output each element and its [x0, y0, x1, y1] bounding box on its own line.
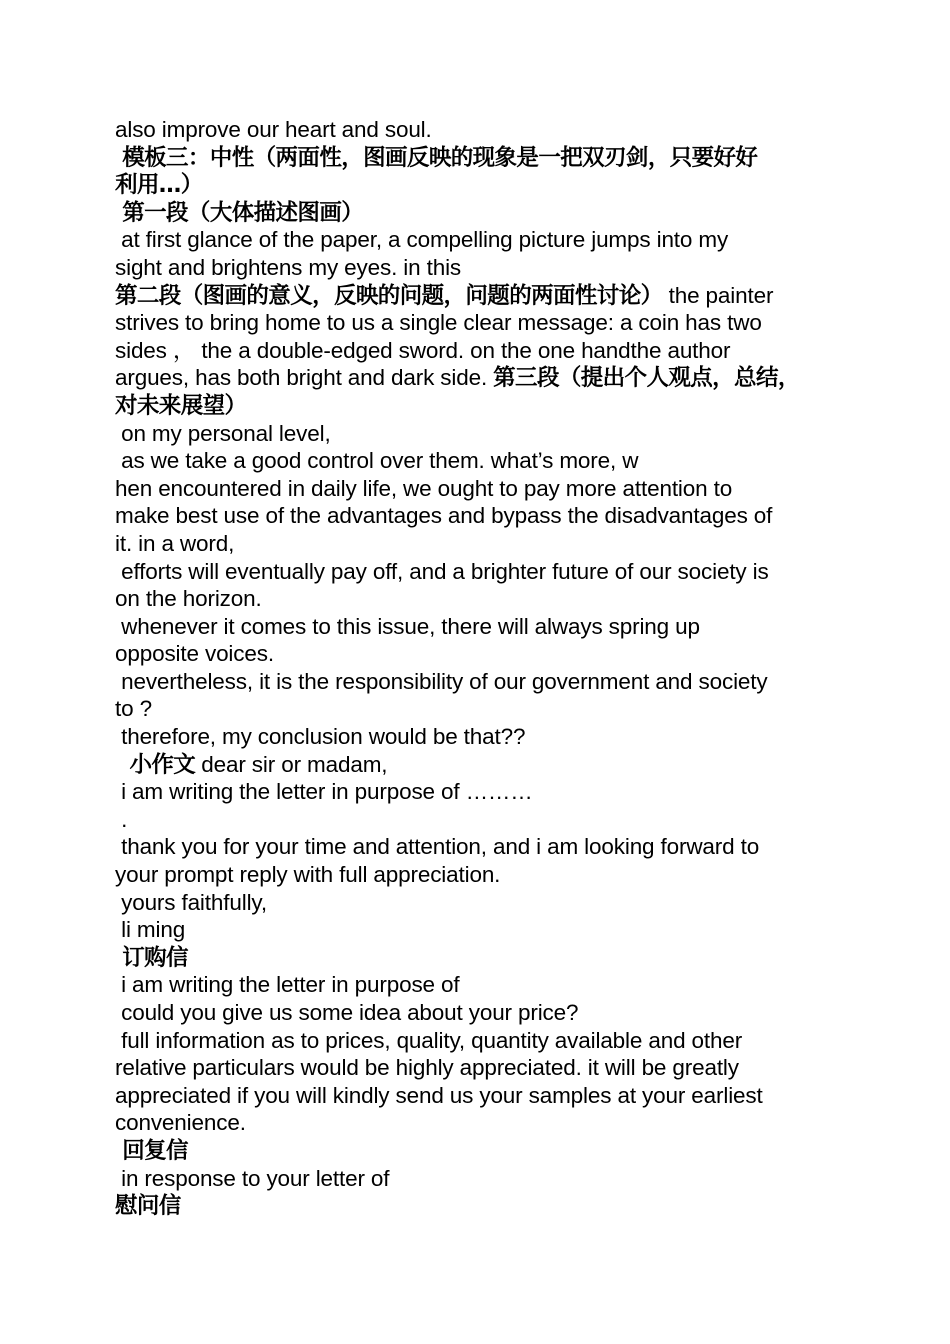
body-text: on my personal level,	[115, 420, 331, 446]
body-text: .	[115, 806, 128, 832]
text-line	[115, 502, 855, 530]
text-line	[115, 420, 855, 448]
text-line	[115, 309, 855, 337]
text-line	[115, 1082, 855, 1110]
heading-text: 第三段（提出个人观点，总结，	[493, 365, 800, 392]
body-text: appreciated if you will kindly send us your samples at your earliest	[115, 1082, 763, 1108]
text-line	[115, 364, 855, 392]
body-text: the painter	[662, 282, 774, 308]
text-line	[115, 116, 855, 144]
text-line	[115, 806, 855, 834]
body-text: li ming	[115, 917, 186, 943]
text-line	[115, 1109, 855, 1137]
text-line	[115, 1165, 855, 1193]
body-text: also improve our heart and soul.	[115, 117, 432, 142]
text-line	[115, 778, 855, 806]
text-line	[115, 640, 855, 668]
text-line	[115, 226, 855, 254]
text-line	[115, 171, 855, 199]
body-text: opposite voices.	[115, 641, 274, 667]
body-text: relative particulars would be highly appreciated. it will be greatly	[115, 1055, 739, 1081]
text-line	[115, 199, 855, 227]
body-text: on the horizon.	[115, 586, 262, 612]
body-text: thank you for your time and attention, and i am looking forward to	[115, 834, 760, 860]
text-line	[115, 585, 855, 613]
text-line	[115, 392, 855, 420]
text-line	[115, 613, 855, 641]
text-line	[115, 254, 855, 282]
body-text: it. in a word,	[115, 530, 235, 556]
body-text: to ?	[115, 696, 152, 722]
body-text: your prompt reply with full appreciation.	[115, 862, 501, 888]
body-text: in response to your letter of	[115, 1165, 390, 1191]
text-line	[115, 1192, 855, 1220]
text-line	[115, 530, 855, 558]
body-text: strives to bring home to us a single clear message: a coin has two	[115, 310, 762, 336]
text-line	[115, 916, 855, 944]
body-text: dear sir or madam,	[195, 751, 388, 777]
heading-text: 订购信	[115, 944, 188, 971]
text-line	[115, 475, 855, 503]
text-line	[115, 1027, 855, 1055]
body-text: at first glance of the paper, a compelling picture jumps into my	[115, 227, 729, 253]
text-line	[115, 833, 855, 861]
body-text: efforts will eventually pay off, and a brighter future of our society is	[115, 558, 769, 584]
body-text: nevertheless, it is the responsibility of our government and society	[115, 668, 768, 694]
heading-text: 小作文	[115, 751, 196, 778]
text-line	[115, 889, 855, 917]
body-text: as we take a good control over them. what’s more, w	[115, 448, 639, 474]
heading-text: 第二段（图画的意义，反映的问题，问题的两面性讨论）	[115, 282, 663, 309]
text-line	[115, 1137, 855, 1165]
body-text: therefore, my conclusion would be that??	[115, 724, 526, 750]
text-line	[115, 447, 855, 475]
text-line	[115, 861, 855, 889]
body-text: convenience.	[115, 1110, 246, 1136]
heading-text: 慰问信	[115, 1193, 181, 1220]
text-line	[115, 337, 855, 365]
text-line	[115, 1054, 855, 1082]
body-text: i am writing the letter in purpose of ………	[115, 779, 533, 805]
body-text: whenever it comes to this issue, there will always spring up	[115, 613, 700, 639]
document-page	[115, 116, 855, 1220]
text-line	[115, 668, 855, 696]
text-line	[115, 695, 855, 723]
body-text: sides ， the a double-edged sword. on the one handthe author	[115, 337, 731, 363]
body-text: full information as to prices, quality, quantity available and other	[115, 1027, 743, 1053]
text-line	[115, 971, 855, 999]
text-line	[115, 723, 855, 751]
body-text: sight and brightens my eyes. in this	[115, 254, 462, 280]
text-line	[115, 999, 855, 1027]
body-text: could you give us some idea about your price?	[115, 1000, 579, 1025]
body-text: i am writing the letter in purpose of	[115, 972, 460, 998]
body-text: argues, has both bright and dark side.	[115, 365, 494, 391]
text-line	[115, 144, 855, 172]
body-text: make best use of the advantages and bypass the disadvantages of	[115, 503, 773, 529]
text-line	[115, 751, 855, 779]
text-line	[115, 558, 855, 586]
body-text: yours faithfully,	[115, 889, 267, 915]
heading-text: 第一段（大体描述图画）	[115, 199, 364, 226]
heading-text: 利用…）	[115, 172, 203, 199]
body-text: hen encountered in daily life, we ought to pay more attention to	[115, 475, 733, 501]
heading-text: 模板三：中性（两面性，图画反映的现象是一把双刃剑，只要好好	[115, 144, 758, 171]
text-line	[115, 282, 855, 310]
text-line	[115, 944, 855, 972]
heading-text: 回复信	[115, 1137, 188, 1164]
heading-text: 对未来展望）	[115, 392, 247, 419]
